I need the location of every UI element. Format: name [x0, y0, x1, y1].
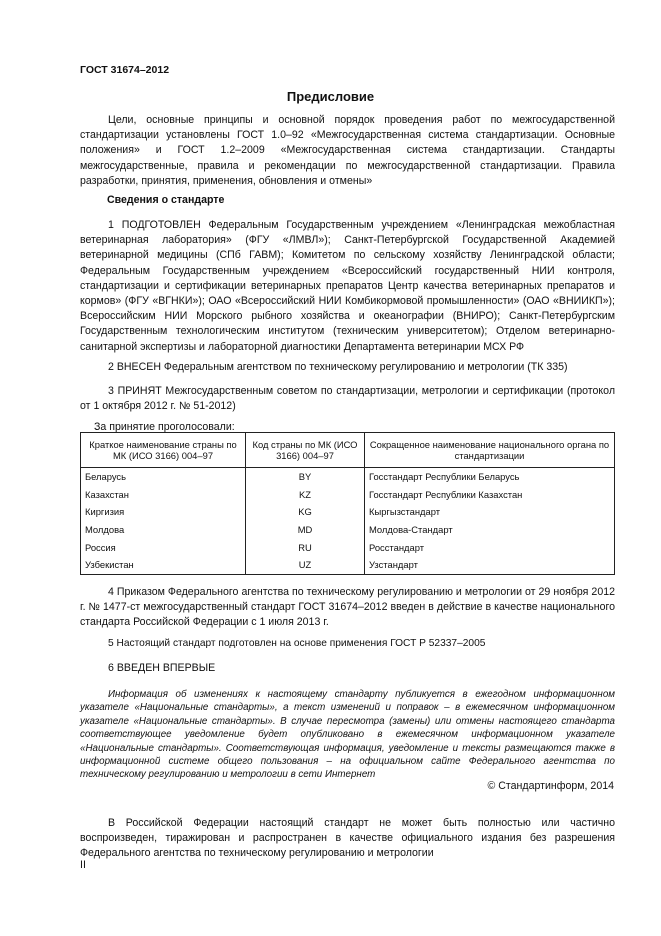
item-1-text: 1 ПОДГОТОВЛЕН Федеральным Государственным учреждением «Ленинградская межобластная ветеринарная лаборатория» (ФГУ «ЛМВЛ»); Санкт-Петербургской Государственной Академией ветеринарной медицины (СПб ГАВМ); Комитетом по сельскому хозяйству Ленинградской области; Федеральным Государственным учреждением «Всероссийский государственный НИИ контроля, стандартизации и сертификации ветеринарных препаратов Центр качества ветеринарных препаратов и кормов» (ФГУ «ВГНКИ»); ОАО «Всероссийский НИИ Комбикормовой промышленности» (ОАО «ВНИИКП»); Всероссийским НИИ Морского рыбного хозяйства и океанографии (ВНИРО); Санкт-Петербургским Государственным технологическим институтом (техническим университетом); Отделом ветеринарно-санитарной экспертизы и лабораторной диагностики Департамента ветеринарии МСХ РФ	[80, 219, 615, 353]
table-row	[81, 503, 615, 521]
table-header-code: Код страны по МК (ИСО 3166) 004–97	[246, 433, 365, 468]
country-cell: Киргизия	[81, 503, 246, 521]
item-3-text: 3 ПРИНЯТ Межгосударственным советом по стандартизации, метрологии и сертификации (протокол от 1 октября 2012 г. № 51-2012)	[80, 385, 615, 413]
code-cell: KG	[246, 503, 365, 521]
body-cell: Госстандарт Республики Беларусь	[365, 468, 615, 486]
info-paragraph	[80, 688, 615, 782]
code-cell: BY	[246, 468, 365, 486]
item-5-paragraph	[80, 636, 615, 651]
table-row	[81, 521, 615, 539]
body-cell: Кыргызстандарт	[365, 503, 615, 521]
table-row	[81, 556, 615, 574]
country-cell: Беларусь	[81, 468, 246, 486]
item-2-paragraph	[80, 360, 615, 375]
code-cell: UZ	[246, 556, 365, 574]
intro-paragraph	[80, 113, 615, 189]
copyright-line: © Стандартинформ, 2014	[487, 780, 614, 792]
notice-paragraph	[80, 816, 615, 862]
table-row	[81, 538, 615, 556]
section-subheading: Сведения о стандарте	[107, 194, 225, 206]
info-text: Информация об изменениях к настоящему стандарту публикуется в ежегодном информационном указателе «Национальные стандарты», а текст изменений и поправок – в ежемесячном информационном указателе «Национальные стандарты». В случае пересмотра (замены) или отмены настоящего стандарта соответствующее уведомление будет опубликовано в ежемесячном информационном указателе «Национальные стандарты». Соответствующая информация, уведомление и тексты размещаются также в информационной системе общего пользования – на официальном сайте Федерального агентства по техническому регулированию и метрологии в сети Интернет	[80, 689, 615, 781]
intro-text: Цели, основные принципы и основной порядок проведения работ по межгосударственной стандартизации установлены ГОСТ 1.0–92 «Межгосударственная система стандартизации. Основные положения» и ГОСТ 1.2–2009 «Межгосударственная система стандартизации. Стандарты межгосударственные, правила и рекомендации по межгосударственной стандартизации. Правила разработки, принятия, применения, обновления и отмены»	[80, 114, 615, 187]
table-row	[81, 468, 615, 486]
country-cell: Россия	[81, 538, 246, 556]
country-cell: Узбекистан	[81, 556, 246, 574]
item-4-text: 4 Приказом Федерального агентства по техническому регулированию и метрологии от 29 ноября 2012 г. № 1477-ст межгосударственный стандарт ГОСТ 31674–2012 введен в действие в качестве национального стандарта Российской Федерации с 1 июля 2013 г.	[80, 586, 615, 629]
page-number: II	[80, 859, 86, 871]
body-cell: Росстандарт	[365, 538, 615, 556]
body-cell: Госстандарт Республики Казахстан	[365, 486, 615, 504]
item-6-paragraph	[80, 661, 615, 676]
code-cell: MD	[246, 521, 365, 539]
item-1-paragraph	[80, 218, 615, 355]
country-cell: Молдова	[81, 521, 246, 539]
voting-countries-table	[80, 432, 615, 575]
item-5-text: 5 Настоящий стандарт подготовлен на основе применения ГОСТ Р 52337–2005	[108, 638, 486, 649]
page-title: Предисловие	[286, 89, 375, 104]
table-header-row	[81, 433, 615, 468]
document-header: ГОСТ 31674–2012	[80, 64, 170, 76]
item-2-text: 2 ВНЕСЕН Федеральным агентством по техническому регулированию и метрологии (ТК 335)	[108, 361, 568, 373]
body-cell: Узстандарт	[365, 556, 615, 574]
item-6-text: 6 ВВЕДЕН ВПЕРВЫЕ	[108, 662, 216, 674]
table-header-body: Сокращенное наименование национального органа по стандартизации	[365, 433, 615, 468]
country-cell: Казахстан	[81, 486, 246, 504]
notice-text: В Российской Федерации настоящий стандарт не может быть полностью или частично воспроизведен, тиражирован и распространен в качестве официального издания без разрешения Федерального агентства по техническому регулированию и метрологии	[80, 817, 615, 860]
vote-caption: За принятие проголосовали:	[94, 421, 235, 433]
body-cell: Молдова-Стандарт	[365, 521, 615, 539]
table-row	[81, 486, 615, 504]
code-cell: RU	[246, 538, 365, 556]
table-header-country: Краткое наименование страны по МК (ИСО 3166) 004–97	[81, 433, 246, 468]
code-cell: KZ	[246, 486, 365, 504]
item-4-paragraph	[80, 585, 615, 631]
item-3-paragraph	[80, 384, 615, 414]
